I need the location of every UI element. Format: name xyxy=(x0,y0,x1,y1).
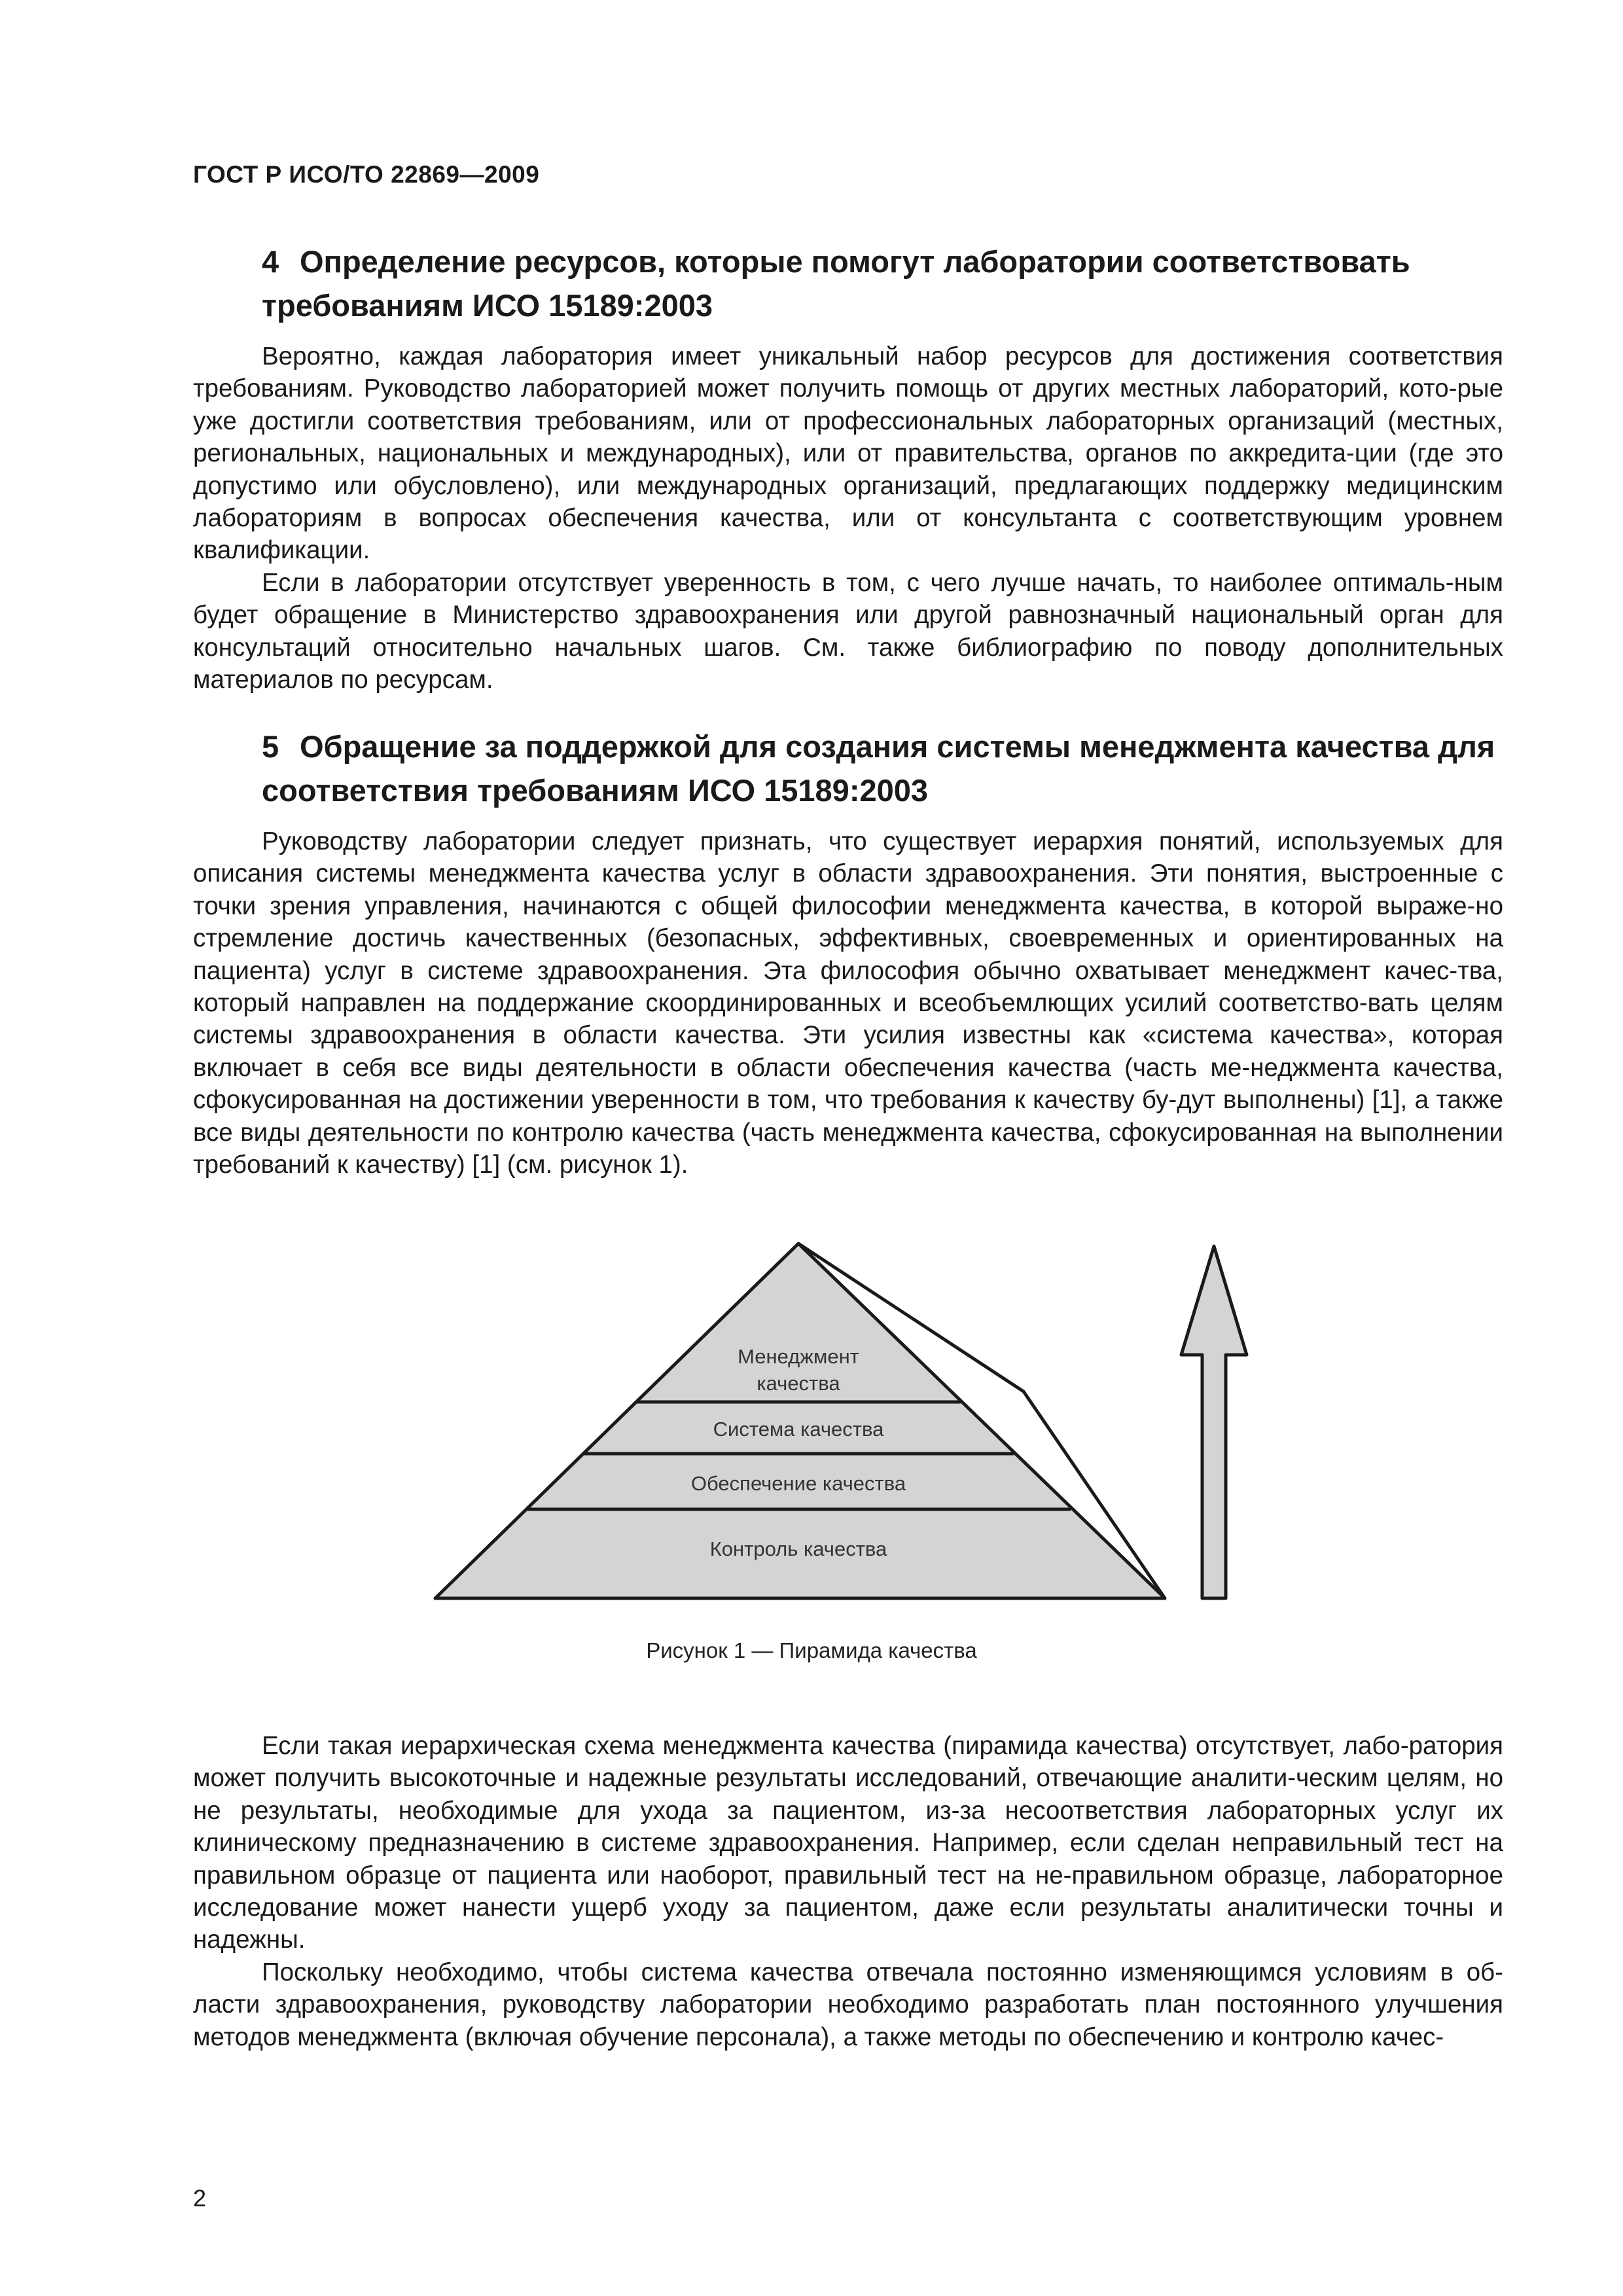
quality-pyramid-figure xyxy=(432,1230,1257,1623)
section-4-number: 4 xyxy=(262,244,279,279)
section-4-heading xyxy=(262,240,1505,327)
paragraph: Если такая иерархическая схема менеджмента качества (пирамида качества) отсутствует, лабо-ратория может получить высокоточные и надежные результаты исследований, отвечающие аналити-ческим целям, но не результаты, необходимые для ухода за пациентом, из-за несоответствия лабораторных услуг их клиническому предназначению в системе здравоохранения. Например, если сделан неправильный тест на правильном образце от пациента или наоборот, правильный тест на не-правильном образце, лабораторное исследование может нанести ущерб уходу за пациентом, даже если результаты аналитически точны и надежны. xyxy=(193,1732,1503,1954)
section-5-title: Обращение за поддержкой для создания системы менеджмента качества для соответствия требованиям ИСО 15189:2003 xyxy=(262,729,1495,808)
figure-caption: Рисунок 1 — Пирамида качества xyxy=(646,1638,977,1662)
up-arrow-icon xyxy=(1181,1246,1247,1598)
paragraph: Вероятно, каждая лаборатория имеет уникальный набор ресурсов для достижения соответствия требованиям. Руководство лабораторией может получить помощь от других местных лабораторий, кото-рые уже достигли соответствия требованиям, или от профессиональных лабораторных организаций (местных, региональных, национальных и международных), или от правительства, органов по аккредита-ции (где это допустимо или обусловлено), или международных организаций, предлагающих поддержку медицинским лабораториям в вопросах обеспечения качества, или от консультанта с соответствующим уровнем квалификации. xyxy=(193,342,1503,565)
pyramid-level-label: качества xyxy=(757,1372,840,1395)
pyramid-level-control: Контроль качества xyxy=(709,1537,887,1560)
paragraph: Если в лаборатории отсутствует уверенность в том, с чего лучше начать, то наиболее оптималь-ным будет обращение в Министерство здравоохранения или другой равнозначный национальный орган для консультаций относительно начальных шагов. См. также библиографию по поводу дополнительных материалов по ресурсам. xyxy=(193,568,1503,694)
section-5-heading xyxy=(262,725,1505,812)
pyramid-level-system: Система качества xyxy=(713,1418,884,1441)
after-figure-body xyxy=(193,1730,1503,2053)
page-number: 2 xyxy=(193,2185,207,2212)
pyramid-level-label: Менеджмент xyxy=(738,1345,859,1368)
paragraph: Руководству лаборатории следует признать, что существует иерархия понятий, используемых для описания системы менеджмента качества услуг в области здравоохранения. Эти понятия, выстроенные с точки зрения управления, начинаются с общей философии менеджмента качества, в которой выраже-но стремление достичь качественных (безопасных, эффективных, своевременных и ориентированных на пациента) услуг в системе здравоохранения. Эта философия обычно охватывает менеджмент качес-тва, который направлен на поддержание скоординированных и всеобъемлющих усилий соответство-вать целям системы здравоохранения в области качества. Эти усилия известны как «система качества», которая включает в себя все виды деятельности в области обеспечения качества (часть ме-неджмента качества, сфокусированная на достижении уверенности в том, что требования к качеству бу-дут выполнены) [1], а также все виды деятельности по контролю качества (часть менеджмента качества, сфокусированная на выполнении требований к качеству) [1] (см. рисунок 1). xyxy=(193,827,1503,1179)
pyramid-level-management xyxy=(681,1343,916,1397)
pyramid-level-assurance: Обеспечение качества xyxy=(690,1472,906,1495)
section-4-title: Определение ресурсов, которые помогут лаборатории соответствовать требованиям ИСО 15189:2003 xyxy=(262,244,1410,323)
section-5-number: 5 xyxy=(262,729,279,764)
paragraph: Поскольку необходимо, чтобы система качества отвечала постоянно изменяющимся условиям в об-ласти здравоохранения, руководству лаборатории необходимо разработать план постоянного улучшения методов менеджмента (включая обучение персонала), а также методы по обеспечению и контролю качес- xyxy=(193,1958,1503,2051)
document-header: ГОСТ Р ИСО/ТО 22869—2009 xyxy=(193,161,540,188)
section-4-body xyxy=(193,340,1503,696)
section-5-body xyxy=(193,825,1503,1181)
